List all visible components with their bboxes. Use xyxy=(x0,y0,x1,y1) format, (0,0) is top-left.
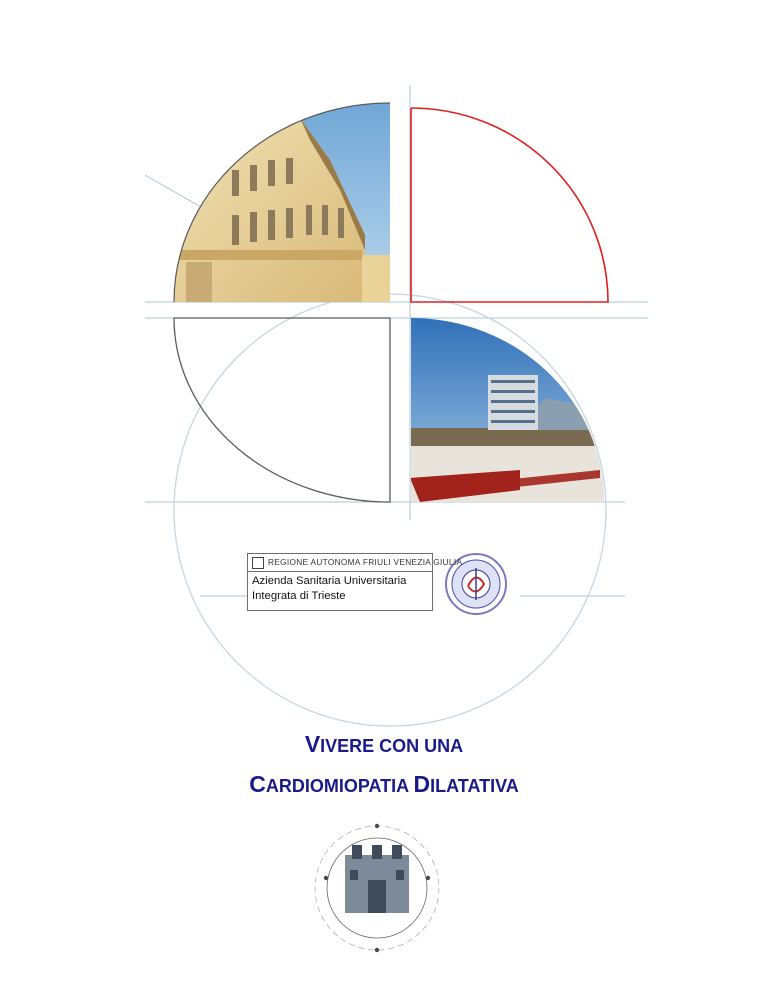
organization-name-line1: Azienda Sanitaria Universitaria xyxy=(252,575,407,587)
region-emblem-icon xyxy=(252,557,264,569)
building-photo xyxy=(170,100,395,305)
document-title-line1: VIVERE CON UNA xyxy=(304,731,464,757)
hospital-photo xyxy=(405,315,610,506)
guide-lines xyxy=(145,85,648,596)
grey-quarter-arc xyxy=(174,318,390,502)
document-title-line2: CARDIOMIOPATIA DILATATIVA xyxy=(249,771,519,797)
region-text: REGIONE AUTONOMA FRIULI VENEZIA GIULIA xyxy=(268,557,463,567)
logo-divider xyxy=(248,571,432,572)
university-seal xyxy=(313,824,441,952)
red-quarter-arc xyxy=(411,108,608,302)
asui-logo-box xyxy=(247,553,463,611)
organization-name-line2: Integrata di Trieste xyxy=(252,590,346,602)
